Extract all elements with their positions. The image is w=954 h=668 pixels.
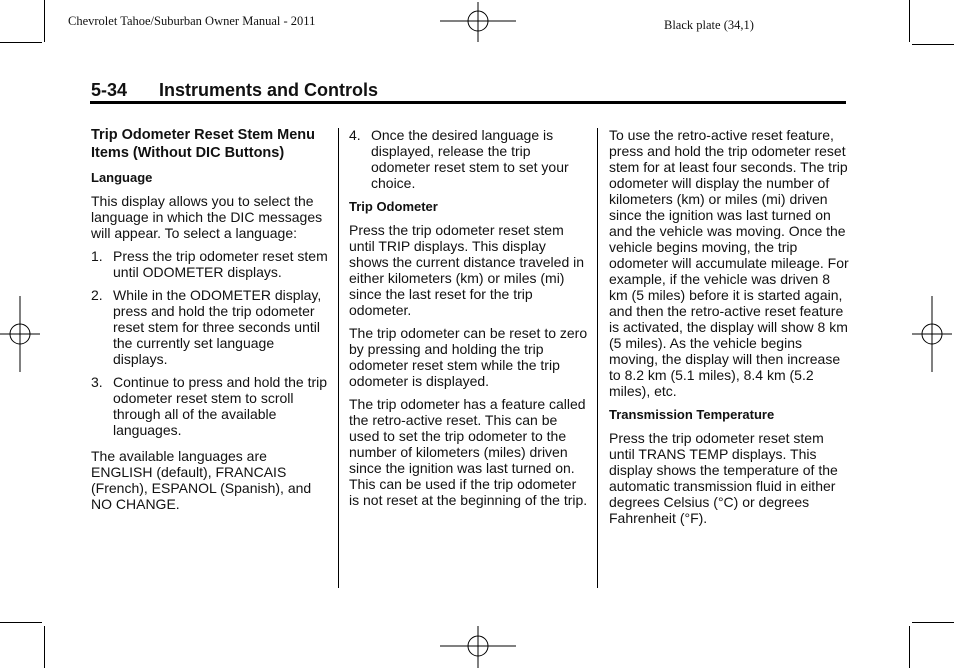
languages-note: The available languages are ENGLISH (default), FRANCAIS (French), ESPANOL (Spanish), and NO CHANGE. xyxy=(91,448,312,512)
crop-mark xyxy=(909,0,910,42)
crop-mark xyxy=(912,44,954,45)
section-name: Instruments and Controls xyxy=(159,80,379,100)
paragraph: Press the trip odometer reset stem until TRIP displays. This display shows the current distance traveled in either kilometers (km) or miles (mi) since the last reset for the trip odometer. xyxy=(349,222,585,318)
list-item xyxy=(349,127,589,191)
paragraph: This display allows you to select the language in which the DIC messages will appear. To select a language: xyxy=(91,193,323,241)
list-item xyxy=(91,374,331,438)
manual-title: Chevrolet Tahoe/Suburban Owner Manual - 2011 xyxy=(68,14,316,28)
section-title xyxy=(91,80,378,101)
step-list xyxy=(349,127,589,191)
step-list xyxy=(91,248,331,438)
page-number: 5-34 xyxy=(91,80,128,100)
crop-mark xyxy=(0,42,42,43)
list-item xyxy=(91,287,331,367)
registration-mark-left xyxy=(0,296,40,372)
column-1 xyxy=(91,127,331,519)
step-number: 1. xyxy=(91,248,103,264)
step-number: 2. xyxy=(91,287,103,303)
crop-mark xyxy=(44,0,45,42)
step-number: 3. xyxy=(91,374,103,390)
paragraph: The trip odometer can be reset to zero by pressing and holding the trip odometer reset stem while the trip odometer is displayed. xyxy=(349,325,588,389)
step-text: Continue to press and hold the trip odometer reset stem to scroll through all of the available languages. xyxy=(113,374,328,438)
crop-mark xyxy=(912,622,954,623)
step-number: 4. xyxy=(349,127,361,143)
list-item xyxy=(91,248,331,280)
subheading-language: Language xyxy=(91,170,153,185)
column-divider xyxy=(338,128,339,588)
step-text: Press the trip odometer reset stem until ODOMETER displays. xyxy=(113,248,328,280)
paragraph: Press the trip odometer reset stem until TRANS TEMP displays. This display shows the temperature of the automatic transmission fluid in either degrees Celsius (°C) or degrees Fahrenheit (°F). xyxy=(609,430,838,526)
registration-mark-right xyxy=(912,296,952,372)
plate-label: Black plate (34,1) xyxy=(664,18,754,32)
paragraph: To use the retro-active reset feature, press and hold the trip odometer reset stem for at least four seconds. The trip odometer will display the number of kilometers (km) or miles (mi) driven since the ignition was last turned on and the vehicle was moving. Once the vehicle begins moving, the trip odometer will accumulate mileage. For example, if the vehicle was driven 8 km (5 miles) before it is started again, and then the retro-active reset feature is activated, the display will show 8 km (5 miles). As the vehicle begins moving, the display will then increase to 8.2 km (5.1 miles), 8.4 km (5.2 miles), etc. xyxy=(609,127,849,399)
subheading-trip-odometer: Trip Odometer xyxy=(349,199,438,214)
heading-trip-odometer-menu: Trip Odometer Reset Stem Menu Items (Without DIC Buttons) xyxy=(91,127,315,161)
section-rule xyxy=(90,101,846,104)
crop-mark xyxy=(0,622,42,623)
paragraph: The trip odometer has a feature called the retro-active reset. This can be used to set the trip odometer to the number of kilometers (miles) driven since the ignition was last turned on. This can be used if the trip odometer is not reset at the beginning of the trip. xyxy=(349,396,588,508)
crop-mark xyxy=(909,626,910,668)
subheading-transmission-temperature: Transmission Temperature xyxy=(609,407,775,422)
registration-mark-bottom xyxy=(440,626,516,668)
step-text: Once the desired language is displayed, release the trip odometer reset stem to set your choice. xyxy=(371,127,569,191)
column-2 xyxy=(349,127,589,515)
column-3 xyxy=(609,127,849,533)
column-divider xyxy=(597,128,598,588)
registration-mark-top xyxy=(440,2,516,42)
crop-mark xyxy=(44,626,45,668)
step-text: While in the ODOMETER display, press and hold the trip odometer reset stem for three seconds until the currently set language displays. xyxy=(113,287,322,367)
